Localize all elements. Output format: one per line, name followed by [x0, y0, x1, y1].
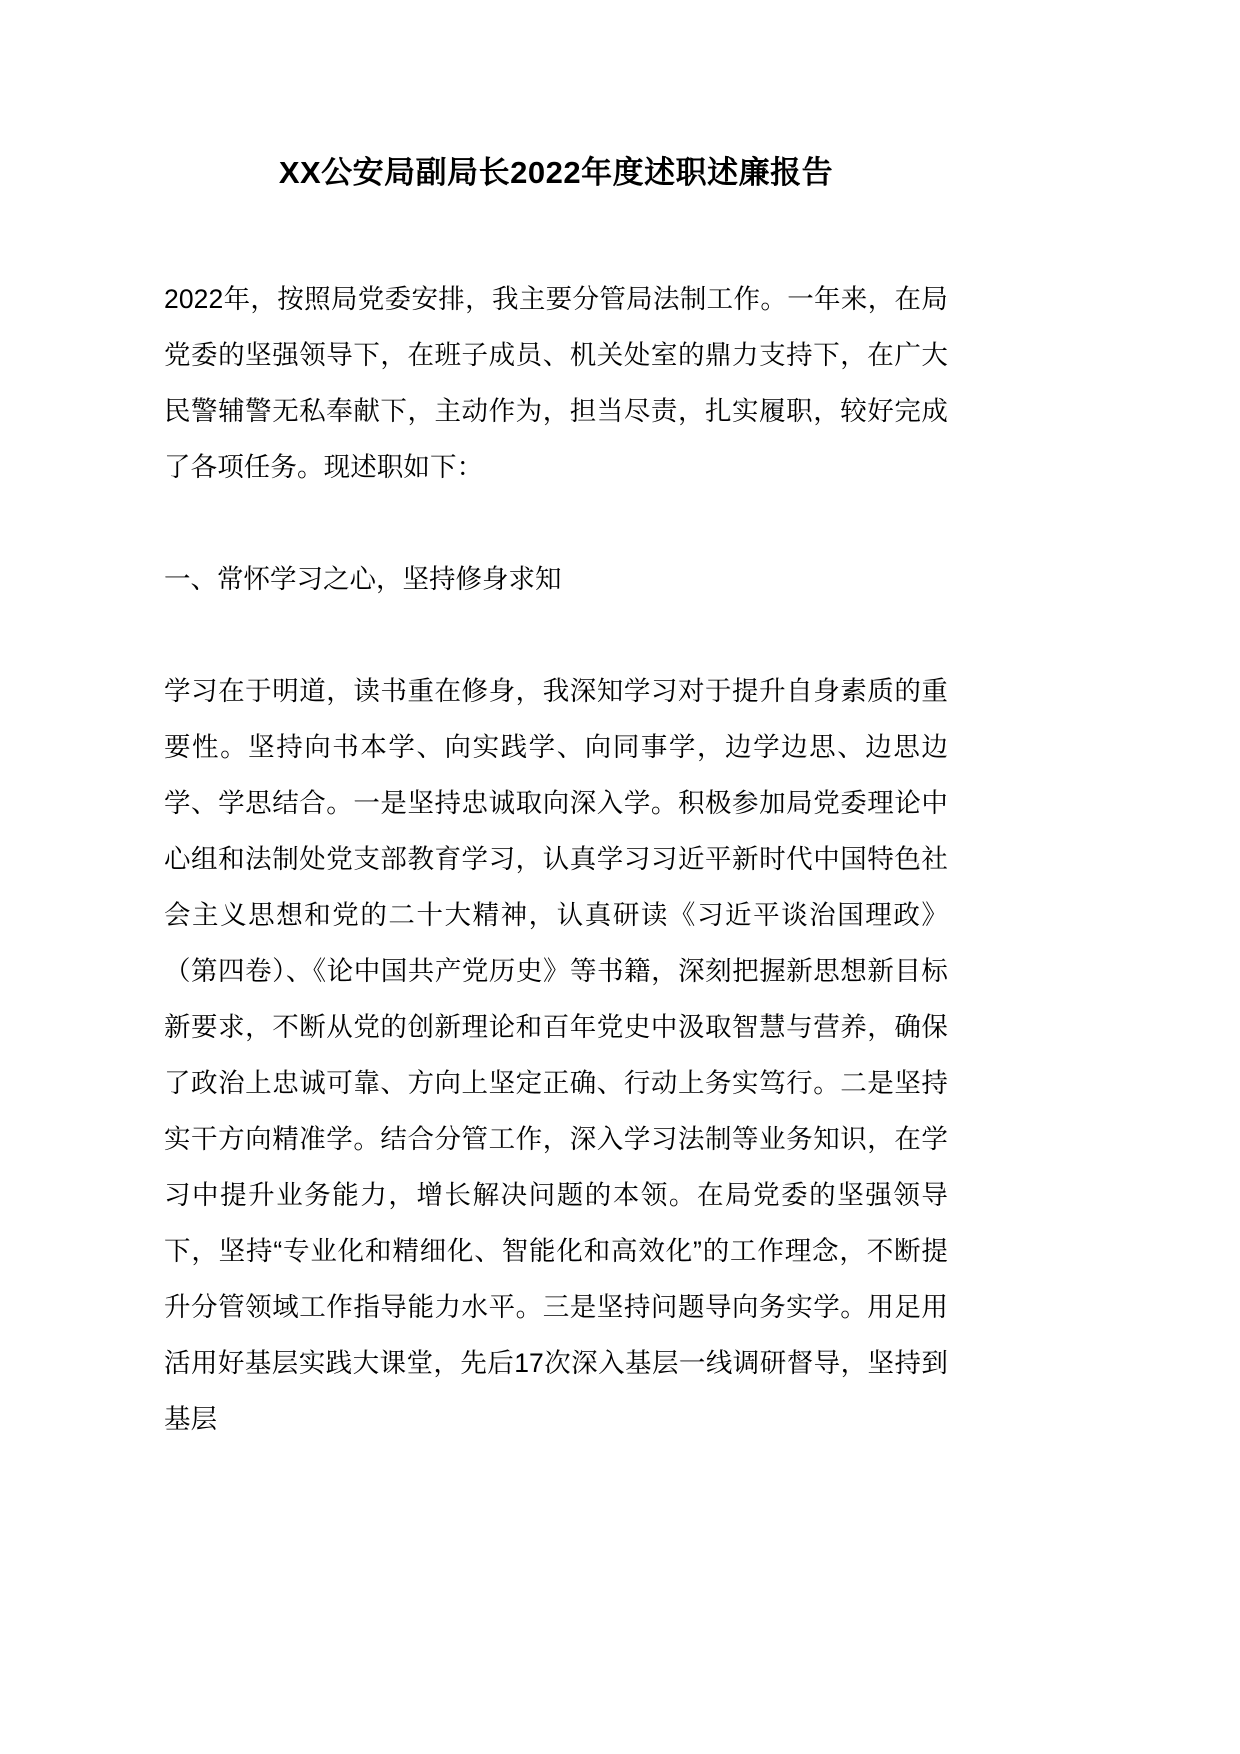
page-title: XX公安局副局长2022年度述职述廉报告	[278, 155, 834, 190]
section-heading-one: 一、常怀学习之心，坚持修身求知	[164, 563, 562, 594]
page-content	[164, 0, 948, 1447]
intro-paragraph: 2022年，按照局党委安排，我主要分管局法制工作。一年来，在局党委的坚强领导下，在班子成员、机关处室的鼎力支持下，在广大民警辅警无私奉献下，主动作为，担当尽责，扎实履职，较好完成了各项任务。现述职如下：	[164, 283, 948, 482]
section-one-body-paragraph: 学习在于明道，读书重在修身，我深知学习对于提升自身素质的重要性。坚持向书本学、向实践学、向同事学，边学边思、边思边学、学思结合。一是坚持忠诚取向深入学。积极参加局党委理论中心组和法制处党支部教育学习，认真学习习近平新时代中国特色社会主义思想和党的二十大精神，认真研读《习近平谈治国理政》（第四卷）、《论中国共产党历史》等书籍，深刻把握新思想新目标新要求，不断从党的创新理论和百年党史中汲取智慧与营养，确保了政治上忠诚可靠、方向上坚定正确、行动上务实笃行。二是坚持实干方向精准学。结合分管工作，深入学习法制等业务知识，在学习中提升业务能力，增长解决问题的本领。在局党委的坚强领导下，坚持“专业化和精细化、智能化和高效化”的工作理念，不断提升分管领域工作指导能力水平。三是坚持问题导向务实学。用足用活用好基层实践大课堂，先后17次深入基层一线调研督导，坚持到基层	[164, 675, 948, 1434]
